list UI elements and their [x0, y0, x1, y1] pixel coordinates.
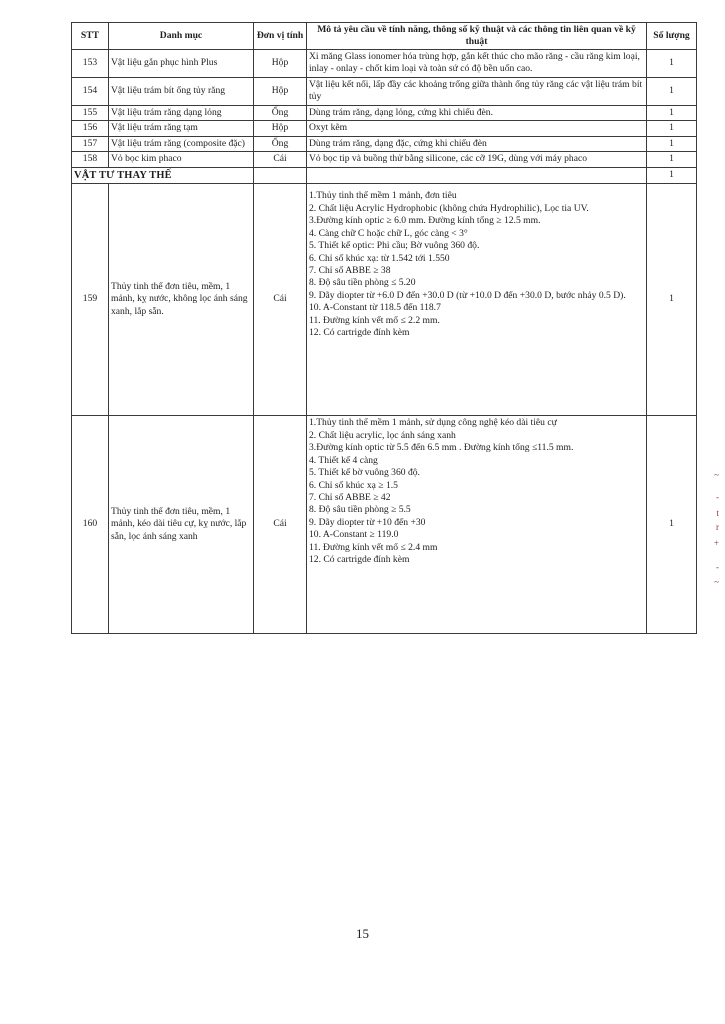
row-name: Vật liệu trám răng (composite đặc) [109, 136, 254, 151]
row-unit: Hộp [254, 121, 307, 136]
row-qty: 1 [647, 184, 697, 416]
spec-line: 11. Đường kính vết mổ ≤ 2.4 mm [309, 541, 438, 553]
row-desc [307, 416, 647, 634]
row-stt: 154 [72, 77, 109, 105]
row-name: Thủy tinh thể đơn tiêu, mềm, 1 mảnh, kỵ nước, không lọc ánh sáng xanh, lắp sẵn. [109, 184, 254, 416]
header-so-luong: Số lượng [647, 23, 697, 50]
table-row [72, 49, 697, 77]
table-row [72, 416, 697, 634]
spec-line: 1.Thủy tinh thể mềm 1 mảnh, sử dụng công nghệ kéo dài tiêu cự [309, 417, 557, 429]
row-desc: Xi măng Glass ionomer hóa trùng hợp, gắn kết thúc cho mão răng - cầu răng kim loại, inlay - onlay - chốt kim loại và toàn sứ có độ bền uốn cao. [307, 49, 647, 77]
group-row [72, 167, 697, 184]
spec-line: 12. Có cartrigde đính kèm [309, 327, 410, 339]
table-row [72, 152, 697, 167]
margin-mark: - [716, 492, 719, 502]
spec-line: 8. Độ sâu tiền phòng ≥ 5.5 [309, 504, 411, 516]
spec-line: 8. Độ sâu tiền phòng ≤ 5.20 [309, 277, 416, 289]
header-stt: STT [72, 23, 109, 50]
spec-line: 9. Dãy diopter từ +10 đến +30 [309, 516, 426, 528]
table-row [72, 136, 697, 151]
margin-mark: ~ [714, 577, 719, 587]
margin-mark: - [716, 562, 719, 572]
spec-line: 9. Dãy diopter từ +6.0 D đến +30.0 D (từ +10.0 D đến +30.0 D, bước nhảy 0.5 D). [309, 289, 626, 301]
table-row [72, 77, 697, 105]
row-unit: Cái [254, 416, 307, 634]
table-row [72, 121, 697, 136]
spec-line: 11. Đường kính vết mổ ≤ 2.2 mm. [309, 314, 440, 326]
header-danh-muc: Danh mục [109, 23, 254, 50]
row-desc: Dùng trám răng, dạng lỏng, cứng khi chiếu đèn. [307, 105, 647, 120]
margin-mark: r [716, 522, 719, 532]
spec-table [71, 22, 697, 634]
row-name: Vật liệu gắn phục hình Plus [109, 49, 254, 77]
margin-mark: + [713, 538, 719, 548]
row-stt: 155 [72, 105, 109, 120]
row-name: Vật liệu trám răng tạm [109, 121, 254, 136]
row-unit: Ống [254, 136, 307, 151]
spec-line: 2. Chất liệu acrylic, lọc ánh sáng xanh [309, 429, 456, 441]
row-qty: 1 [647, 416, 697, 634]
row-desc: Oxyt kẽm [307, 121, 647, 136]
group-label: VẬT TƯ THAY THẾ [72, 167, 254, 184]
spec-line: 10. A-Constant ≥ 119.0 [309, 529, 399, 541]
row-name: Thủy tinh thể đơn tiêu, mềm, 1 mảnh, kéo dài tiêu cự, kỵ nước, lắp sẵn, lọc ánh sáng xanh [109, 416, 254, 634]
header-mo-ta: Mô tả yêu cầu về tính năng, thông số kỹ thuật và các thông tin liên quan về kỹ thuật [307, 23, 647, 50]
row-qty: 1 [647, 136, 697, 151]
header-don-vi: Đơn vị tính [254, 23, 307, 50]
row-unit: Cái [254, 184, 307, 416]
row-qty: 1 [647, 105, 697, 120]
row-qty: 1 [647, 49, 697, 77]
spec-line: 12. Có cartrigde đính kèm [309, 554, 410, 566]
spec-line: 7. Chỉ số ABBE ≥ 42 [309, 492, 391, 504]
group-empty-cell [254, 167, 307, 184]
row-name: Vật liệu trám răng dạng lỏng [109, 105, 254, 120]
row-desc: Vỏ bọc tip và buồng thử bằng silicone, các cỡ 19G, dùng với máy phaco [307, 152, 647, 167]
row-stt: 158 [72, 152, 109, 167]
row-qty: 1 [647, 77, 697, 105]
spec-line: 7. Chỉ số ABBE ≥ 38 [309, 265, 391, 277]
row-stt: 159 [72, 184, 109, 416]
spec-line: 10. A-Constant từ 118.5 đến 118.7 [309, 302, 441, 314]
row-qty: 1 [647, 152, 697, 167]
spec-line: 6. Chỉ số khúc xạ: từ 1.542 tới 1.550 [309, 252, 450, 264]
row-name: Vỏ bọc kim phaco [109, 152, 254, 167]
row-qty: 1 [647, 121, 697, 136]
row-unit: Hộp [254, 77, 307, 105]
spec-line: 5. Thiết kế bờ vuông 360 độ. [309, 467, 420, 479]
margin-mark: t [716, 508, 719, 518]
header-row [72, 23, 697, 50]
row-unit: Cái [254, 152, 307, 167]
margin-mark: ~ [714, 470, 719, 480]
spec-line: 2. Chất liệu Acrylic Hydrophobic (không chứa Hydrophilic), Lọc tia UV. [309, 202, 589, 214]
row-unit: Ống [254, 105, 307, 120]
spec-line: 4. Thiết kế 4 càng [309, 454, 378, 466]
spec-line: 3.Đường kính optic ≥ 6.0 mm. Đường kính tổng ≥ 12.5 mm. [309, 215, 541, 227]
page-number: 15 [356, 926, 369, 941]
row-name: Vật liệu trám bít ống tủy răng [109, 77, 254, 105]
group-empty-cell [307, 167, 647, 184]
row-stt: 156 [72, 121, 109, 136]
row-desc [307, 184, 647, 416]
row-stt: 160 [72, 416, 109, 634]
row-unit: Hộp [254, 49, 307, 77]
table-row [72, 184, 697, 416]
group-qty: 1 [647, 167, 697, 184]
row-stt: 157 [72, 136, 109, 151]
spec-line: 6. Chỉ số khúc xạ ≥ 1.5 [309, 479, 398, 491]
spec-line: 4. Càng chữ C hoặc chữ L, góc càng < 3° [309, 227, 468, 239]
spec-line: 1.Thủy tinh thể mềm 1 mảnh, đơn tiêu [309, 190, 457, 202]
spec-line: 3.Đường kính optic từ 5.5 đến 6.5 mm . Đường kính tổng ≤11.5 mm. [309, 442, 574, 454]
spec-line: 5. Thiết kế optic: Phi cầu; Bờ vuông 360 độ. [309, 240, 480, 252]
row-desc: Vật liệu kết nối, lấp đầy các khoảng trống giữa thành ống tủy răng các vật liệu trám bít tủy [307, 77, 647, 105]
table-row [72, 105, 697, 120]
row-stt: 153 [72, 49, 109, 77]
row-desc: Dùng trám răng, dạng đặc, cứng khi chiếu đèn [307, 136, 647, 151]
